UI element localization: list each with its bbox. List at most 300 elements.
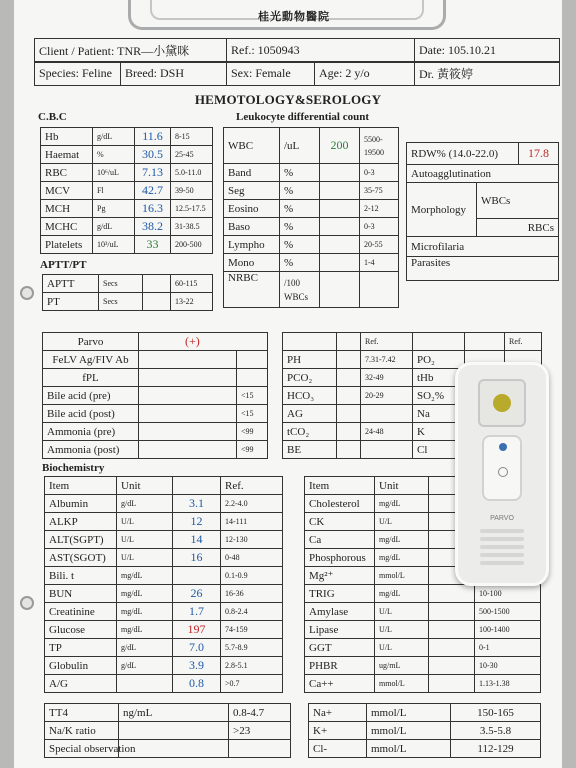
leuko-value [320, 236, 360, 254]
leuko-ref: 1-4 [360, 254, 399, 272]
biochem-ref: 74-159 [221, 621, 283, 639]
biochem-name: Bili. t [45, 567, 117, 585]
cbc-row [41, 128, 213, 146]
gas-item-2: SO₂% [413, 387, 465, 405]
leuko-name: Seg [224, 182, 280, 200]
bottom-name: Na+ [309, 704, 367, 722]
biochem-row-right [305, 603, 541, 621]
biochem-ref: 2.8-5.1 [221, 657, 283, 675]
bottom-unit: mmol/L [367, 722, 451, 740]
cbc-name: Hb [41, 128, 93, 146]
sex-field: Sex: Female [227, 62, 315, 86]
serology-ref: <15 [237, 405, 268, 423]
aptt-heading: APTT/PT [40, 259, 87, 271]
biochem-name: GGT [305, 639, 375, 657]
wbcs-label: WBCs [477, 183, 559, 219]
biochem-row-right [305, 675, 541, 693]
grip-ridge [480, 537, 524, 541]
breed-field: Breed: DSH [121, 62, 227, 86]
wbc-unit: /uL [280, 128, 320, 164]
gas-item: AG [283, 405, 337, 423]
bottom-ref: 3.5-5.8 [451, 722, 541, 740]
biochem-name: Ca [305, 531, 375, 549]
biochem-value [429, 621, 475, 639]
biochem-unit: U/L [117, 513, 173, 531]
biochem-value: 3.1 [173, 495, 221, 513]
bottom-right-row [309, 740, 541, 758]
biochem-unit: mg/dL [375, 585, 429, 603]
biochem-name: Globulin [45, 657, 117, 675]
gas-value [337, 441, 361, 459]
result-window [482, 435, 522, 501]
serology-row [43, 369, 268, 387]
bottom-left-row [45, 704, 291, 722]
biochem-unit: mmol/L [375, 567, 429, 585]
biochem-value [429, 603, 475, 621]
wbc-label: WBC [224, 128, 280, 164]
rbcs-label: RBCs [477, 219, 559, 237]
serology-value: (+) [139, 333, 268, 351]
biochem-unit: U/L [375, 603, 429, 621]
gas-blank [465, 333, 505, 351]
leuko-value [320, 254, 360, 272]
gas-ref [361, 405, 413, 423]
cbc-row [41, 236, 213, 254]
serology-row [43, 333, 268, 351]
doctor-field: Dr. 黃筱婷 [415, 62, 560, 86]
bottom-unit: ng/mL [119, 704, 229, 722]
biochem-ref: 0.8-2.4 [221, 603, 283, 621]
gas-ref: 7.31-7.42 [361, 351, 413, 369]
gas-item: tCO₂ [283, 423, 337, 441]
gas-ref: 20-29 [361, 387, 413, 405]
biochem-ref: 0-1 [475, 639, 541, 657]
bottom-unit [119, 740, 229, 758]
biochem-ref: 0.1-0.9 [221, 567, 283, 585]
leuko-name: Eosino [224, 200, 280, 218]
biochem-unit: mg/dL [117, 567, 173, 585]
biochem-table-left [44, 476, 283, 693]
gas-item-2: Cl [413, 441, 465, 459]
biochem-value: 26 [173, 585, 221, 603]
biochem-ref: 100-1400 [475, 621, 541, 639]
sample-well [478, 379, 526, 427]
morphology-table [406, 142, 559, 281]
cbc-name: MCV [41, 182, 93, 200]
serology-value [139, 423, 237, 441]
serology-row [43, 387, 268, 405]
biochem-ref: >0.7 [221, 675, 283, 693]
aptt-unit: Secs [99, 293, 143, 311]
cbc-row [41, 164, 213, 182]
leuko-value [320, 200, 360, 218]
biochem-value: 197 [173, 621, 221, 639]
aptt-table [42, 274, 213, 311]
leuko-value [320, 164, 360, 182]
cbc-row [41, 218, 213, 236]
gas-item: BE [283, 441, 337, 459]
cbc-name: Haemat [41, 146, 93, 164]
biochem-unit: mg/dL [375, 549, 429, 567]
biochem-name: Creatinine [45, 603, 117, 621]
biochem-unit: g/dL [117, 639, 173, 657]
biochem-value [429, 657, 475, 675]
biochem-row [45, 603, 283, 621]
gas-item: PH [283, 351, 337, 369]
biochem-ref: 16-36 [221, 585, 283, 603]
biochem-value: 16 [173, 549, 221, 567]
cbc-ref: 31-38.5 [171, 218, 213, 236]
biochem-row [45, 657, 283, 675]
biochem-name: AST(SGOT) [45, 549, 117, 567]
serology-row [43, 441, 268, 459]
biochem-row-right [305, 639, 541, 657]
cbc-unit: % [93, 146, 135, 164]
bottom-ref: 150-165 [451, 704, 541, 722]
biochem-unit: mmol/L [375, 675, 429, 693]
serology-row [43, 405, 268, 423]
bottom-unit [119, 722, 229, 740]
biochem-row [45, 585, 283, 603]
biochem-ref: 10-30 [475, 657, 541, 675]
bottom-unit: mmol/L [367, 704, 451, 722]
cbc-value: 7.13 [135, 164, 171, 182]
biochem-name: Glucose [45, 621, 117, 639]
biochem-unit: mg/dL [117, 585, 173, 603]
biochem-name: ALKP [45, 513, 117, 531]
parasites-label: Parasites [407, 257, 559, 281]
cbc-unit: g/dL [93, 218, 135, 236]
aptt-name: PT [43, 293, 99, 311]
gas-item-2: Na [413, 405, 465, 423]
cbc-value: 30.5 [135, 146, 171, 164]
biochem-unit: U/L [375, 621, 429, 639]
serology-ref [237, 351, 268, 369]
serology-name: Ammonia (post) [43, 441, 139, 459]
serology-name: Ammonia (pre) [43, 423, 139, 441]
biochem-row [45, 567, 283, 585]
cbc-unit: 10³/uL [93, 236, 135, 254]
grip-ridge [480, 529, 524, 533]
biochem-ref: 12-130 [221, 531, 283, 549]
wbc-value: 200 [320, 128, 360, 164]
leuko-ref: 0-3 [360, 164, 399, 182]
cbc-unit: Pg [93, 200, 135, 218]
report-title: HEMOTOLOGY&SEROLOGY [194, 92, 382, 107]
blood-gas-header [283, 333, 542, 351]
patient-info-table-2 [34, 61, 560, 86]
cbc-ref: 39-50 [171, 182, 213, 200]
date-field: Date: 105.10.21 [415, 39, 560, 63]
biochem-value: 12 [173, 513, 221, 531]
serology-ref: <99 [237, 441, 268, 459]
cbc-value: 11.6 [135, 128, 171, 146]
biochem-ref: 14-111 [221, 513, 283, 531]
biochem-name: Lipase [305, 621, 375, 639]
leuko-row [224, 218, 399, 236]
aptt-ref: 13-22 [171, 293, 213, 311]
biochem-ref: 500-1500 [475, 603, 541, 621]
biochem-name: BUN [45, 585, 117, 603]
biochem-unit: U/L [117, 549, 173, 567]
biochem-value [429, 585, 475, 603]
cbc-table [40, 127, 213, 254]
bottom-name: K+ [309, 722, 367, 740]
bottom-ref: 112-129 [451, 740, 541, 758]
aptt-unit: Secs [99, 275, 143, 293]
biochem-value [429, 675, 475, 693]
biochem-value: 14 [173, 531, 221, 549]
bottom-name: Cl- [309, 740, 367, 758]
leuko-row [224, 182, 399, 200]
clinic-name: 桂光動物醫院 [258, 11, 330, 23]
gas-ref-header: Ref. [361, 333, 413, 351]
biochem-unit-header: Unit [117, 477, 173, 495]
gas-item-2: PO₂ [413, 351, 465, 369]
serology-value [139, 441, 237, 459]
gas-value [337, 405, 361, 423]
kit-label: PARVO [490, 515, 514, 522]
leuko-row [224, 200, 399, 218]
binder-hole-bottom [20, 596, 34, 610]
cbc-ref: 8-15 [171, 128, 213, 146]
leuko-row [224, 254, 399, 272]
microfilaria-label: Microfilaria [407, 237, 559, 257]
biochem-row [45, 495, 283, 513]
ref-field: Ref.: 1050943 [227, 39, 415, 63]
bottom-left-table [44, 703, 291, 758]
leuko-unit: % [280, 254, 320, 272]
biochem-name: TRIG [305, 585, 375, 603]
biochem-row [45, 639, 283, 657]
biochem-ref-header: Ref. [221, 477, 283, 495]
leuko-row [224, 236, 399, 254]
patient-info-table [34, 38, 560, 63]
serology-table [42, 332, 268, 459]
serology-value [139, 405, 237, 423]
biochem-name: Ca++ [305, 675, 375, 693]
grip-ridge [480, 561, 524, 565]
aptt-name: APTT [43, 275, 99, 293]
gas-item-2: tHb [413, 369, 465, 387]
biochem-row-right [305, 621, 541, 639]
biochem-name: ALT(SGPT) [45, 531, 117, 549]
nrbc-unit: /100 WBCs [280, 272, 320, 308]
biochem-unit: g/dL [117, 657, 173, 675]
biochem-ref: 1.13-1.38 [475, 675, 541, 693]
biochem-unit: mg/dL [117, 621, 173, 639]
cbc-row [41, 182, 213, 200]
biochem-row-right [305, 657, 541, 675]
bottom-ref: 0.8-4.7 [229, 704, 291, 722]
leuko-name: Band [224, 164, 280, 182]
leuko-unit: % [280, 218, 320, 236]
rdw-label: RDW% (14.0-22.0) [407, 143, 519, 165]
leuko-unit: % [280, 182, 320, 200]
binder-hole-top [20, 286, 34, 300]
aptt-row [43, 293, 213, 311]
cbc-row [41, 200, 213, 218]
bottom-ref: >23 [229, 722, 291, 740]
grip-ridge [480, 553, 524, 557]
biochem-name: CK [305, 513, 375, 531]
biochem-unit: U/L [375, 513, 429, 531]
leuko-value [320, 218, 360, 236]
biochem-item-header-right: Item [305, 477, 375, 495]
cbc-ref: 200-500 [171, 236, 213, 254]
test-line-mark [498, 467, 508, 477]
biochem-unit: U/L [117, 531, 173, 549]
serology-name: Bile acid (pre) [43, 387, 139, 405]
biochem-unit-header-right: Unit [375, 477, 429, 495]
autoagglutination-label: Autoagglutination [407, 165, 559, 183]
cbc-name: RBC [41, 164, 93, 182]
serology-row [43, 351, 268, 369]
biochem-ref: 10-100 [475, 585, 541, 603]
biochem-unit [117, 675, 173, 693]
leuko-ref: 35-75 [360, 182, 399, 200]
biochem-row-right [305, 585, 541, 603]
biochem-value: 7.0 [173, 639, 221, 657]
biochem-value [429, 639, 475, 657]
cbc-unit: g/dL [93, 128, 135, 146]
biochem-name: PHBR [305, 657, 375, 675]
gas-blank [413, 333, 465, 351]
serology-value [139, 369, 237, 387]
bottom-name: Na/K ratio [45, 722, 119, 740]
cbc-value: 38.2 [135, 218, 171, 236]
biochem-name: TP [45, 639, 117, 657]
cbc-ref: 5.0-11.0 [171, 164, 213, 182]
cbc-unit: 10⁶/uL [93, 164, 135, 182]
bottom-right-row [309, 704, 541, 722]
leuko-name: Baso [224, 218, 280, 236]
cbc-row [41, 146, 213, 164]
cbc-ref: 12.5-17.5 [171, 200, 213, 218]
cbc-unit: Fl [93, 182, 135, 200]
biochem-unit: mg/dL [117, 603, 173, 621]
bottom-right-row [309, 722, 541, 740]
serology-value [139, 351, 237, 369]
biochem-name: A/G [45, 675, 117, 693]
gas-item: HCO₃ [283, 387, 337, 405]
biochem-name: Albumin [45, 495, 117, 513]
biochem-ref: 5.7-8.9 [221, 639, 283, 657]
bottom-left-row [45, 740, 291, 758]
gas-value [337, 387, 361, 405]
cbc-name: MCH [41, 200, 93, 218]
cbc-name: Platelets [41, 236, 93, 254]
leuko-value [320, 182, 360, 200]
gas-value [337, 423, 361, 441]
gas-item-2: K [413, 423, 465, 441]
serology-ref: <15 [237, 387, 268, 405]
biochem-name: Phosphorous [305, 549, 375, 567]
cbc-value: 16.3 [135, 200, 171, 218]
biochem-item-header: Item [45, 477, 117, 495]
serology-name: FeLV Ag/FIV Ab [43, 351, 139, 369]
biochem-name: Cholesterol [305, 495, 375, 513]
biochem-name: Mg²⁺ [305, 567, 375, 585]
leuko-ref: 2-12 [360, 200, 399, 218]
biochem-ref: 0-48 [221, 549, 283, 567]
bottom-left-row [45, 722, 291, 740]
cbc-value: 33 [135, 236, 171, 254]
aptt-value [143, 293, 171, 311]
biochem-heading: Biochemistry [42, 462, 105, 474]
gas-ref [361, 441, 413, 459]
biochem-unit: g/dL [117, 495, 173, 513]
leuko-name: Lympho [224, 236, 280, 254]
gas-value [337, 351, 361, 369]
serology-name: Parvo [43, 333, 139, 351]
biochem-row [45, 513, 283, 531]
biochem-row [45, 675, 283, 693]
leuko-unit: % [280, 200, 320, 218]
client-field: Client / Patient: TNR—小黛咪 [35, 39, 227, 63]
biochem-row [45, 549, 283, 567]
parvo-test-kit [455, 362, 549, 586]
sample-dot [493, 394, 511, 412]
biochem-row [45, 621, 283, 639]
biochem-value: 1.7 [173, 603, 221, 621]
control-line-mark [499, 443, 507, 451]
serology-value [139, 387, 237, 405]
cbc-heading: C.B.C [38, 111, 67, 123]
gas-value [337, 369, 361, 387]
aptt-row [43, 275, 213, 293]
aptt-value [143, 275, 171, 293]
gas-ref-header: Ref. [505, 333, 542, 351]
biochem-name: Amylase [305, 603, 375, 621]
biochem-unit: U/L [375, 639, 429, 657]
gas-ref: 24-48 [361, 423, 413, 441]
age-field: Age: 2 y/o [315, 62, 415, 86]
bottom-ref [229, 740, 291, 758]
bottom-right-table [308, 703, 541, 758]
rdw-value: 17.8 [519, 143, 559, 165]
bottom-name: TT4 [45, 704, 119, 722]
morphology-label: Morphology [407, 183, 477, 237]
leuko-unit: % [280, 164, 320, 182]
leuko-table [223, 127, 399, 308]
gas-blank [337, 333, 361, 351]
wbc-ref: 5500-19500 [360, 128, 399, 164]
species-field: Species: Feline [35, 62, 121, 86]
nrbc-label: NRBC [224, 272, 280, 308]
biochem-value: 0.8 [173, 675, 221, 693]
leuko-name: Mono [224, 254, 280, 272]
biochem-unit: mg/dL [375, 495, 429, 513]
serology-row [43, 423, 268, 441]
bottom-unit: mmol/L [367, 740, 451, 758]
cbc-ref: 25-45 [171, 146, 213, 164]
biochem-ref: 2.2-4.0 [221, 495, 283, 513]
leuko-heading: Leukocyte differential count [236, 111, 370, 123]
aptt-ref: 60-115 [171, 275, 213, 293]
biochem-unit: mg/dL [375, 531, 429, 549]
cbc-name: MCHC [41, 218, 93, 236]
biochem-unit: ug/mL [375, 657, 429, 675]
serology-ref: <99 [237, 423, 268, 441]
leuko-unit: % [280, 236, 320, 254]
grip-ridge [480, 545, 524, 549]
leuko-row [224, 164, 399, 182]
serology-name: fPL [43, 369, 139, 387]
cbc-value: 42.7 [135, 182, 171, 200]
bottom-name: Special observation [45, 740, 119, 758]
gas-item: PCO₂ [283, 369, 337, 387]
